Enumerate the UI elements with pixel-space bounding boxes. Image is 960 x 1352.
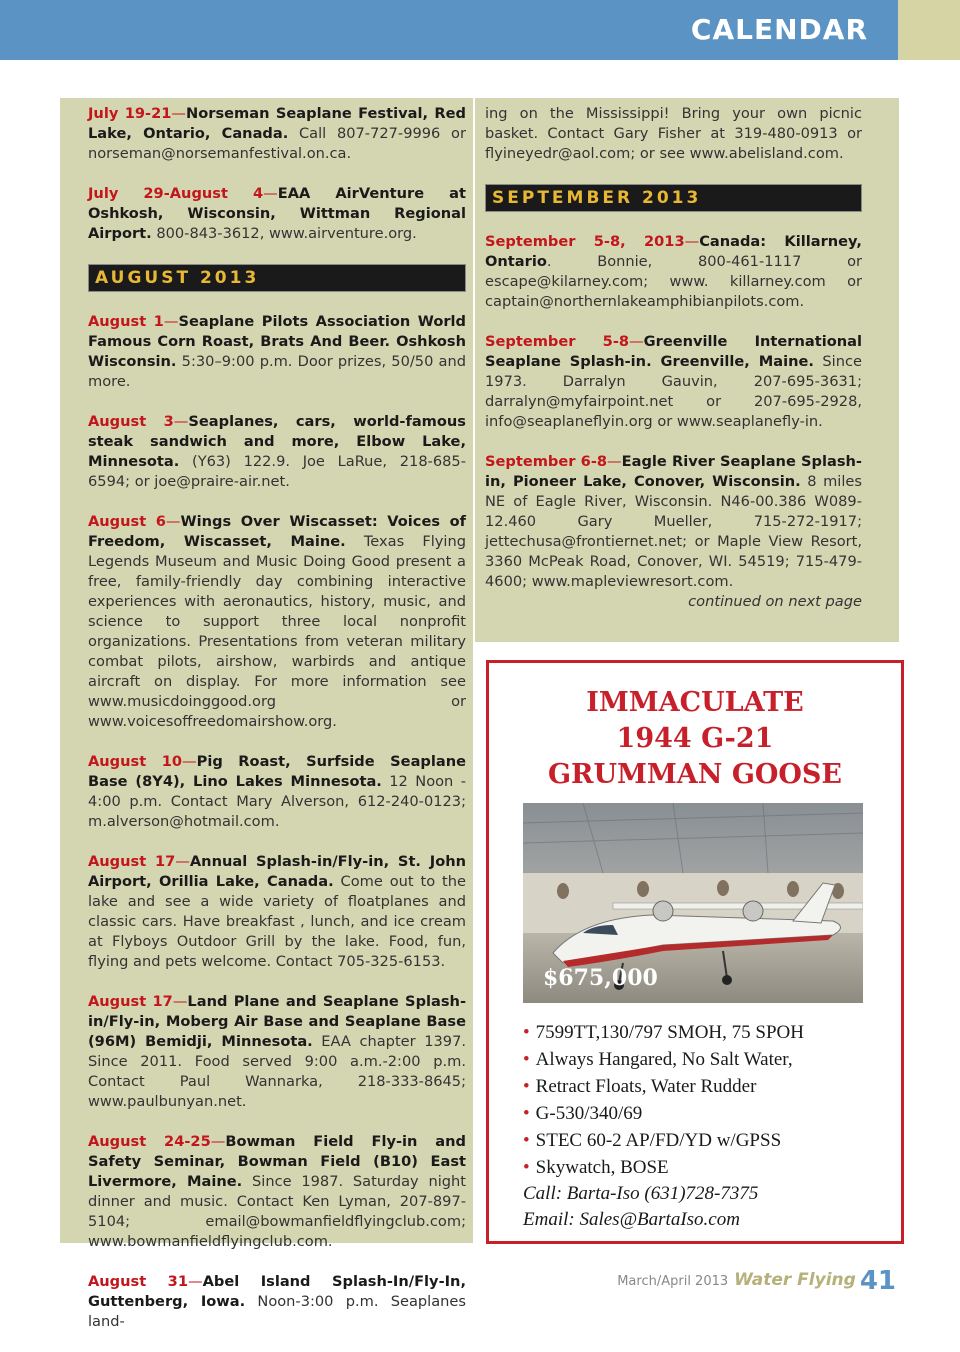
event-title: Eagle River Seaplane Splash-in, Pioneer Lake, Conover, Wisconsin.: [485, 453, 862, 490]
section-title: CALENDAR: [690, 13, 868, 46]
event-date: July 29-August 4: [88, 185, 264, 202]
event-entry: September 5-8, 2013—Canada: Killarney, Ontario. Bonnie, 800-461-1117 or escape@kilarney.com; www. killarney.com or captain@northernlakeamphibianpilots.com.: [485, 233, 862, 310]
event-date: August 3: [88, 413, 174, 430]
ad-feature-item: • Skywatch, BOSE: [523, 1157, 669, 1178]
event-entry: August 1—Seaplane Pilots Association World Famous Corn Roast, Brats And Beer. Oshkosh Wisconsin. 5:30–9:00 p.m. Door prizes, 50/50 and more.: [88, 313, 467, 390]
event-date: September 5-8: [485, 333, 630, 350]
event-entry: July 29-August 4—EAA AirVenture at Oshkosh, Wisconsin, Wittman Regional Airport. 800-843-3612, www.airventure.org.: [88, 185, 466, 242]
event-details: Come out to the lake and see a wide variety of floatplanes and classic cars. Have breakfast , lunch, and ice cream at Flyboys Outdoor Grill by the lake. Food, fun, flying and pets welcome. Contact 705-325-6153.: [88, 873, 466, 970]
event-entry: August 31—Abel Island Splash-In/Fly-In, Guttenberg, Iowa. Noon-3:00 p.m. Seaplanes land-: [88, 1273, 466, 1330]
event-date: August 17: [88, 853, 176, 870]
event-details: . Bonnie, 800-461-1117 or escape@kilarney.com; www. killarney.com or captain@northernlakeamphibianpilots.com.: [485, 253, 862, 310]
header-accent: [898, 0, 960, 60]
event-details: 5:30–9:00 p.m. Door prizes, 50/50 and more.: [88, 353, 466, 390]
event-title: Abel Island Splash-In/Fly-In, Guttenberg, Iowa.: [88, 1273, 466, 1310]
left-column: [88, 104, 466, 1352]
ad-headline: [489, 685, 901, 793]
event-title: Bowman Field Fly-in and Safety Seminar, Bowman Field (B10) East Livermore, Maine.: [88, 1133, 466, 1190]
page-footer: [617, 1262, 896, 1296]
ad-feature-item: • Always Hangared, No Salt Water,: [523, 1049, 793, 1070]
event-details: Since 1973. Darralyn Gauvin, 207-695-3631; darralyn@myfairpoint.net or 207-695-2928, info@seaplaneflyin.org or www.seaplanefly-in.: [485, 353, 862, 430]
ad-email: Email: Sales@BartaIso.com: [523, 1209, 740, 1230]
event-details: Since 1987. Saturday night dinner and music. Contact Ken Lyman, 207-897-5104; email@bowmanfieldflyingclub.com; www.bowmanfieldflyingclub.com.: [88, 1173, 466, 1250]
event-entry: September 5-8—Greenville International Seaplane Splash-in. Greenville, Maine. Since 1973. Darralyn Gauvin, 207-695-3631; darralyn@myfairpoint.net or 207-695-2928, info@seaplaneflyin.org or www.seaplanefly-in.: [485, 333, 862, 430]
magazine-name: Water Flying: [734, 1270, 856, 1290]
event-date: August 6: [88, 513, 166, 530]
ad-feature-item: • 7599TT,130/797 SMOH, 75 SPOH: [523, 1022, 804, 1043]
event-title: Land Plane and Seaplane Splash-in/Fly-in, Moberg Air Base and Seaplane Base (96M) Bemidji, Minnesota.: [88, 993, 467, 1050]
ad-phone: Call: Barta-Iso (631)728-7375: [523, 1183, 759, 1204]
event-details: Noon-3:00 p.m. Seaplanes land-: [88, 1293, 466, 1330]
right-column: [485, 104, 862, 612]
event-date: August 17: [88, 993, 173, 1010]
event-entry: August 10—Pig Roast, Surfside Seaplane Base (8Y4), Lino Lakes Minnesota. 12 Noon - 4:00 p.m. Contact Mary Alverson, 612-240-0123; m.alverson@hotmail.com.: [88, 753, 466, 830]
event-title: Seaplanes, cars, world-famous steak sandwich and more, Elbow Lake, Minnesota.: [88, 413, 466, 470]
ad-feature-item: • STEC 60-2 AP/FD/YD w/GPSS: [523, 1130, 782, 1151]
event-date: August 31: [88, 1273, 188, 1290]
event-details: EAA chapter 1397. Since 2011. Food served 9:00 a.m.-2:00 p.m. Contact Paul Wannarka, 218-333-8645; www.paulbunyan.net.: [88, 1033, 466, 1110]
event-date: September 5-8, 2013: [485, 233, 685, 250]
event-title: EAA AirVenture at Oshkosh, Wisconsin, Wittman Regional Airport.: [88, 185, 466, 242]
event-title: Norseman Seaplane Festival, Red Lake, Ontario, Canada.: [88, 105, 466, 142]
advertisement: [486, 660, 904, 1244]
event-date: July 19-21: [88, 105, 172, 122]
ad-headline-line: IMMACULATE: [586, 687, 804, 718]
event-details: 12 Noon - 4:00 p.m. Contact Mary Alverson, 612-240-0123; m.alverson@hotmail.com.: [88, 773, 466, 830]
ad-feature-list: [523, 1019, 804, 1233]
event-details: Call 807-727-9996 or norseman@norsemanfestival.on.ca.: [88, 125, 466, 162]
event-date: August 24-25: [88, 1133, 211, 1150]
event-entry: August 17—Annual Splash-in/Fly-in, St. John Airport, Orillia Lake, Canada. Come out to the lake and see a wide variety of floatplanes and classic cars. Have breakfast , lunch, and ice cream at Flyboys Outdoor Grill by the lake. Food, fun, flying and pets welcome. Contact 705-325-6153.: [88, 853, 466, 970]
ad-headline-line: 1944 G-21: [616, 723, 774, 754]
aircraft-photo: [523, 803, 863, 1003]
event-details: Texas Flying Legends Museum and Music Doing Good present a free, family-friendly day combining interactive experiences with aeronautics, history, music, and science to support three local nonprofit organizations. Presentations from veteran military combat pilots, airshow, warbirds and antique aircraft on display. For more information see www.musicdoinggood.org or www.voicesoffreedomairshow.org.: [88, 533, 466, 730]
event-date: August 1: [88, 313, 164, 330]
ad-headline-line: GRUMMAN GOOSE: [547, 759, 843, 790]
event-title: Pig Roast, Surfside Seaplane Base (8Y4), Lino Lakes Minnesota.: [88, 753, 466, 790]
issue-date: March/April 2013: [617, 1274, 729, 1289]
event-entry: August 3—Seaplanes, cars, world-famous steak sandwich and more, Elbow Lake, Minnesota. (Y63) 122.9. Joe LaRue, 218-685-6594; or joe@praire-air.net.: [88, 413, 466, 490]
ad-feature-item: • G-530/340/69: [523, 1103, 643, 1124]
event-entry: August 6—Wings Over Wiscasset: Voices of Freedom, Wiscasset, Maine. Texas Flying Legends Museum and Music Doing Good present a free, family-friendly day combining interactive experiences with aeronautics, history, music, and science to support three local nonprofit organizations. Presentations from veteran military combat pilots, airshow, warbirds and antique aircraft on display. For more information see www.musicdoinggood.org or www.voicesoffreedomairshow.org.: [88, 513, 466, 730]
event-title: Seaplane Pilots Association World Famous Corn Roast, Brats And Beer. Oshkosh Wisconsin.: [88, 313, 467, 370]
event-details: 800-843-3612, www.airventure.org.: [151, 225, 417, 242]
event-details: (Y63) 122.9. Joe LaRue, 218-685-6594; or joe@praire-air.net.: [88, 453, 466, 490]
ad-price: $675,000: [543, 965, 658, 991]
event-date: September 6-8: [485, 453, 608, 470]
ad-feature-item: • Retract Floats, Water Rudder: [523, 1076, 757, 1097]
event-entry: August 24-25—Bowman Field Fly-in and Safety Seminar, Bowman Field (B10) East Livermore, Maine. Since 1987. Saturday night dinner and music. Contact Ken Lyman, 207-897-5104; email@bowmanfieldflyingclub.com; www.bowmanfieldflyingclub.com.: [88, 1133, 466, 1250]
event-entry: September 6-8—Eagle River Seaplane Splash-in, Pioneer Lake, Conover, Wisconsin. 8 miles NE of Eagle River, Wisconsin. N46-00.386 W089-12.460 Gary Mueller, 715-272-1917; jettechusa@frontiernet.net; or Maple View Resort, 3360 McPeak Road, Conover, WI. 54519; 715-479-4600; www.mapleviewresort.com.: [485, 453, 862, 590]
event-entry: August 17—Land Plane and Seaplane Splash-in/Fly-in, Moberg Air Base and Seaplane Base (96M) Bemidji, Minnesota. EAA chapter 1397. Since 2011. Food served 9:00 a.m.-2:00 p.m. Contact Paul Wannarka, 218-333-8645; www.paulbunyan.net.: [88, 993, 467, 1110]
page-number: 41: [859, 1266, 896, 1296]
event-entry: July 19-21—Norseman Seaplane Festival, Red Lake, Ontario, Canada. Call 807-727-9996 or norseman@norsemanfestival.on.ca.: [88, 105, 466, 162]
event-title: Wings Over Wiscasset: Voices of Freedom, Wiscasset, Maine.: [88, 513, 466, 550]
event-title: Greenville International Seaplane Splash-in. Greenville, Maine.: [485, 333, 862, 370]
month-heading-august: AUGUST 2013: [88, 264, 466, 292]
event-date: August 10: [88, 753, 183, 770]
event-continuation: ing on the Mississippi! Bring your own picnic basket. Contact Gary Fisher at 319-480-0913 or flyineyedr@aol.com; or see www.abelisland.com.: [485, 105, 862, 162]
month-heading-september: SEPTEMBER 2013: [485, 184, 862, 212]
event-title: Canada: Killarney, Ontario: [485, 233, 862, 270]
continued-note: continued on next page: [688, 593, 862, 610]
event-details: 8 miles NE of Eagle River, Wisconsin. N46-00.386 W089-12.460 Gary Mueller, 715-272-1917; jettechusa@frontiernet.net; or Maple View Resort, 3360 McPeak Road, Conover, WI. 54519; 715-479-4600; www.mapleviewresort.com.: [485, 473, 862, 590]
event-title: Annual Splash-in/Fly-in, St. John Airport, Orillia Lake, Canada.: [88, 853, 466, 890]
